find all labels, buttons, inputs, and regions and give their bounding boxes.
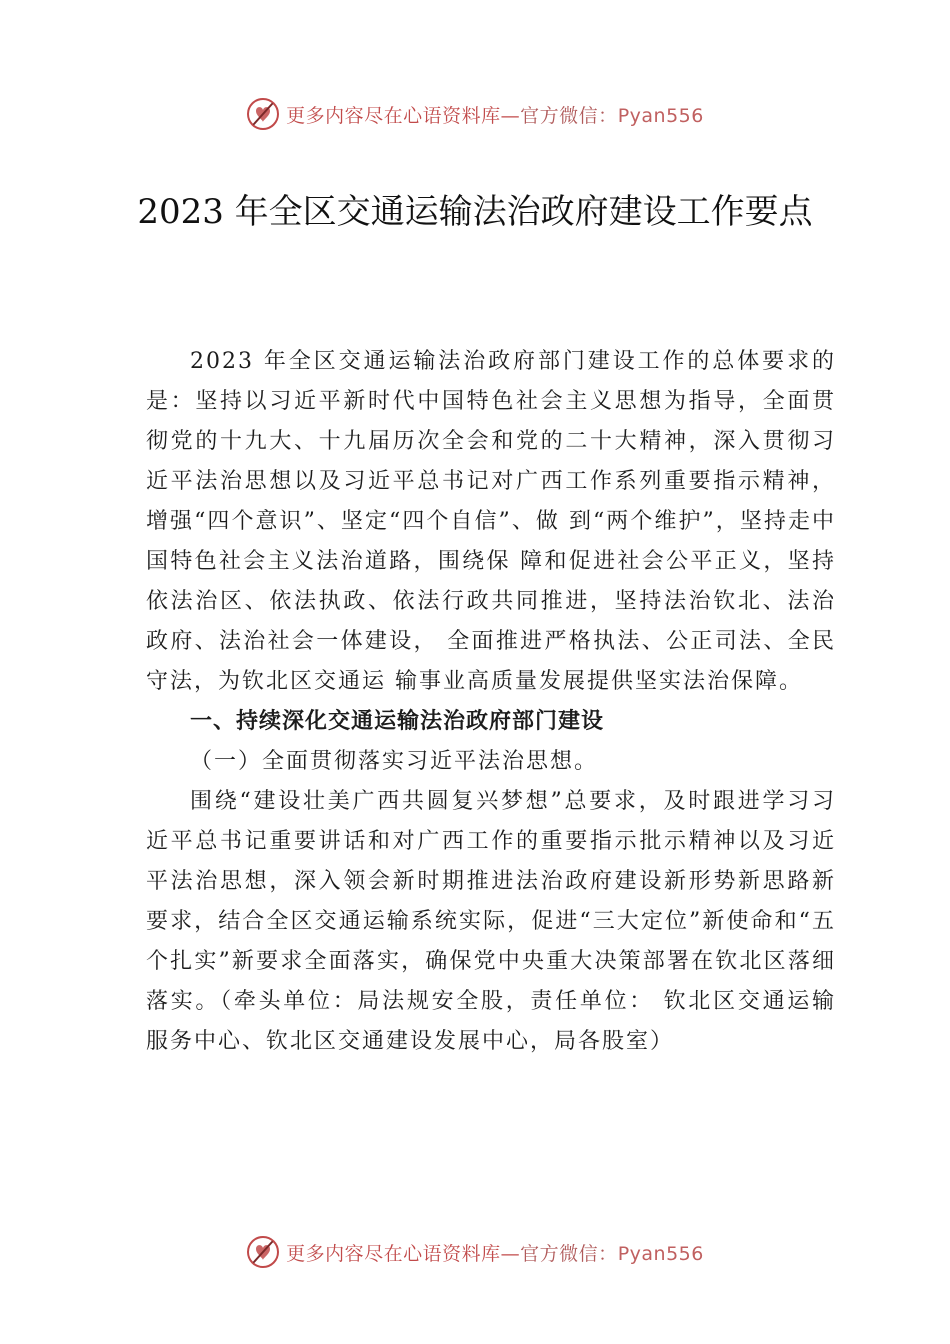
header-watermark [0, 94, 950, 134]
footer-watermark [0, 1232, 950, 1272]
watermark-brand: 更多内容尽在心语资料库 [286, 104, 501, 127]
pen-heart-logo-icon [246, 1235, 280, 1269]
document-body [146, 342, 836, 1062]
section-heading: 一、持续深化交通运输法治政府部门建设 [190, 709, 605, 734]
pen-heart-logo-icon [246, 97, 280, 131]
subsection-paragraph: 围绕“建设壮美广西共圆复兴梦想”总要求，及时跟进学习习近平总书记重要讲话和对广西工作的重要指示批示精神以及习近平法治思想，深入领会新时期推进法治政府建设新形势新思路新要求，结合全区交通运输系统实际，促进“三大定位”新使命和“五个扎实”新要求全面落实，确保党中央重大决策部署在钦北区落细落实。（牵头单位：局法规安全股，责任单位： 钦北区交通运输服务中心、钦北区交通建设发展中心，局各股室） [146, 789, 836, 1054]
watermark-brand: 更多内容尽在心语资料库 [286, 1242, 501, 1265]
document-title: 2023 年全区交通运输法治政府建设工作要点 [137, 192, 813, 232]
intro-paragraph: 2023 年全区交通运输法治政府部门建设工作的总体要求的是：坚持以习近平新时代中国特色社会主义思想为指导，全面贯彻党的十九大、十九届历次全会和党的二十大精神，深入贯彻习近平法治思想以及习近平总书记对广西工作系列重要指示精神，增强“四个意识”、坚定“四个自信”、做 到“两个维护”，坚持走中国特色社会主义法治道路，围绕保 障和促进社会公平正义，坚持依法治区、依法执政、依法行政共同推进，坚持法治钦北、法治政府、法治社会一体建设， 全面推进严格执法、公正司法、全民守法，为钦北区交通运 输事业高质量发展提供坚实法治保障。 [146, 349, 836, 694]
subsection-heading: （一）全面贯彻落实习近平法治思想。 [190, 749, 599, 774]
watermark-wechat-label: 官方微信： [520, 104, 618, 127]
watermark-dash: — [500, 104, 521, 127]
watermark-text [286, 1239, 704, 1266]
watermark-wechat-id: Pyan556 [617, 1242, 704, 1265]
watermark-text [286, 101, 704, 128]
watermark-dash: — [500, 1242, 521, 1265]
watermark-wechat-id: Pyan556 [617, 104, 704, 127]
watermark-wechat-label: 官方微信： [520, 1242, 618, 1265]
